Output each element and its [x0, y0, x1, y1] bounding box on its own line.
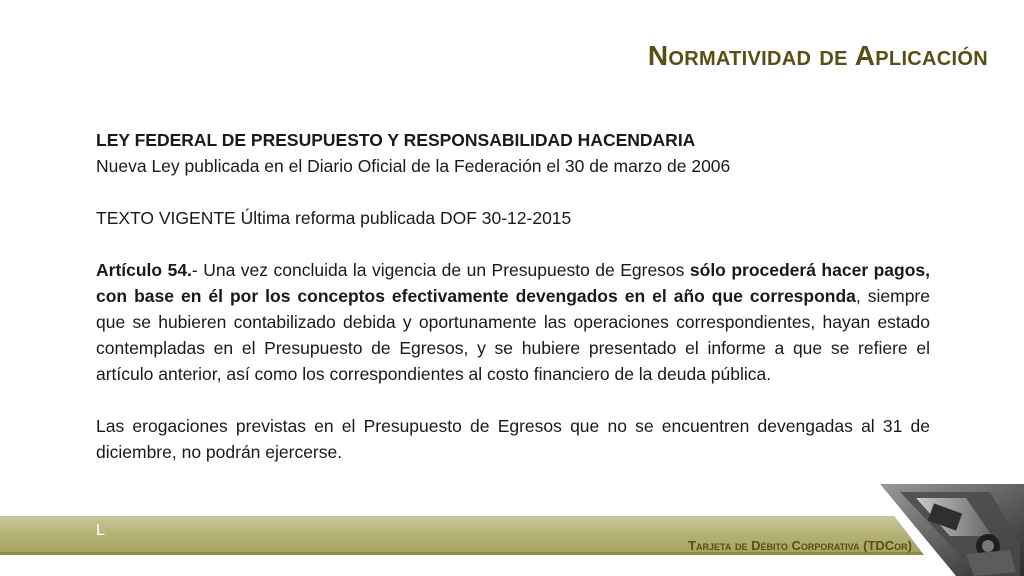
law-title: LEY FEDERAL DE PRESUPUESTO Y RESPONSABILIDAD HACENDARIA: [96, 130, 696, 150]
article-text-part1: - Una vez concluida la vigencia de un Presupuesto de Egresos: [191, 260, 690, 280]
closing-paragraph: Las erogaciones previstas en el Presupuesto de Egresos que no se encuentren devengadas al 31 de diciembre, no podrán ejercerse.: [96, 416, 930, 462]
footer-title: Tarjeta de Débito Corporativa (TDCor): [688, 538, 912, 553]
article-paragraph: [96, 257, 930, 387]
spacer: [96, 231, 930, 257]
spacer: [96, 179, 930, 205]
slide-title: Normatividad de Aplicación: [647, 40, 988, 71]
slide-content: [96, 127, 930, 465]
spacer: [96, 387, 930, 413]
corner-decoration-image: [870, 484, 1024, 576]
article-text-part2: , siempre que se hubieren contabilizado debida y oportunamente las operaciones correspondientes, hayan estado contempladas en el Presupuesto de Egresos, y se hubiere presentado el informe a que se refiere el artículo anterior, así como los correspondientes al costo financiero de la deuda pública.: [96, 286, 930, 384]
article-label: Artículo 54.: [96, 260, 192, 280]
page-mark: L: [96, 522, 105, 539]
article-emphasis: sólo procederá hacer pagos, con base en él por los conceptos efectivamente devengados en el año que corresponda: [96, 260, 930, 306]
current-text-note: TEXTO VIGENTE Última reforma publicada DOF 30-12-2015: [96, 208, 572, 228]
law-subtitle: Nueva Ley publicada en el Diario Oficial de la Federación el 30 de marzo de 2006: [96, 156, 731, 176]
